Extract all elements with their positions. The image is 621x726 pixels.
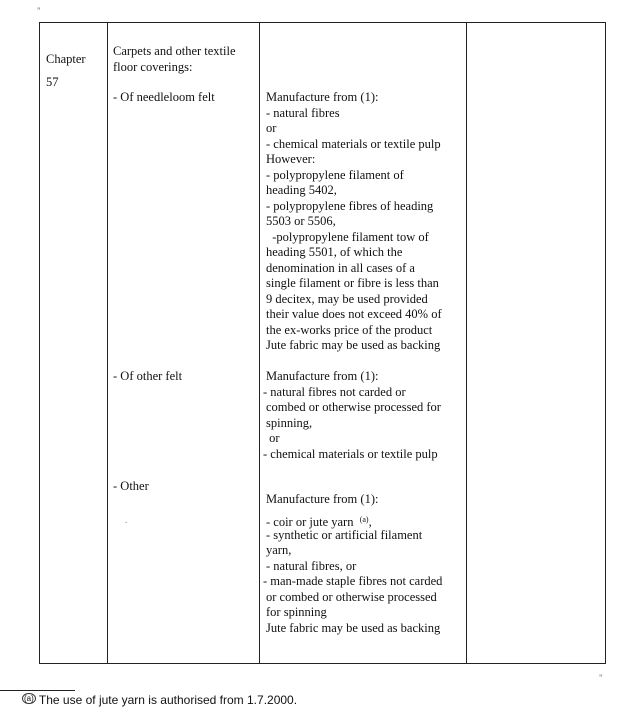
row-needleloom-line: Manufacture from (1): [266,90,379,104]
coir-footnote-ref: (a) [359,515,369,524]
row-other-intro: Manufacture from (1): [266,492,379,506]
row-other-felt-line: Manufacture from (1): [266,369,379,383]
column-divider-1 [107,23,108,663]
row-needleloom-line: heading 5402, [266,183,337,197]
row-other-line: - man-made staple fibres not carded [263,574,443,588]
stray-mark-top: " [37,6,41,16]
coir-comma: , [368,515,372,529]
row-needleloom-line: - polypropylene filament of [266,167,404,182]
row-needleloom-line: or [266,121,277,135]
footnote-rule [0,690,75,691]
row-other-felt-description: - Of other felt [113,369,183,383]
heading-line-1: Carpets and other textile [113,44,236,58]
row-other-line: or combed or otherwise processed [266,589,437,604]
row-other-felt-line: - natural fibres not carded or [263,384,406,399]
row-other-line: Jute fabric may be used as backing [266,620,441,635]
footnote-ref: (a) [24,694,34,703]
chapter-number: 57 [46,75,59,89]
row-needleloom-line: 9 decitex, may be used provided [266,291,428,306]
stray-mark-bottom: " [599,673,603,683]
row-other-felt-line: spinning, [266,415,313,430]
column-divider-2 [259,23,260,663]
row-needleloom-line: - natural fibres [266,105,340,120]
footnote-text: The use of jute yarn is authorised from 1.7.2000. [38,693,298,707]
footnote [22,693,297,707]
row-needleloom-line: -polypropylene filament tow of [266,229,429,244]
row-other-felt-line: - chemical materials or textile pulp [263,446,438,461]
stray-dot: . [125,515,128,525]
row-needleloom-line: - chemical materials or textile pulp [266,136,441,151]
column-divider-3 [466,23,467,663]
row-needleloom-description: - Of needleloom felt [113,90,215,104]
row-needleloom-line: However: [266,152,316,166]
row-needleloom-line: heading 5501, of which the [266,245,403,259]
row-other-line: - natural fibres, or [266,558,357,573]
row-other-line: for spinning [266,605,327,619]
row-other-description: - Other [113,479,149,493]
row-needleloom-line: - polypropylene fibres of heading [266,198,434,213]
row-other-felt-line: or [266,431,280,445]
row-needleloom-line: single filament or fibre is less than [266,276,439,290]
row-other-line: yarn, [266,543,292,557]
row-other-felt-line: combed or otherwise processed for [266,400,441,414]
heading-line-2: floor coverings: [113,60,193,74]
chapter-label: Chapter [46,52,86,66]
row-needleloom-line: 5503 or 5506, [266,214,336,228]
row-needleloom-line: denomination in all cases of a [266,260,415,275]
row-needleloom-line: the ex-works price of the product [266,322,433,337]
row-needleloom-line: Jute fabric may be used as backing [266,338,441,352]
row-needleloom-line: their value does not exceed 40% of [266,307,442,321]
coir-text: - coir or jute yarn [266,515,354,529]
row-other-line: - synthetic or artificial filament [266,527,423,542]
